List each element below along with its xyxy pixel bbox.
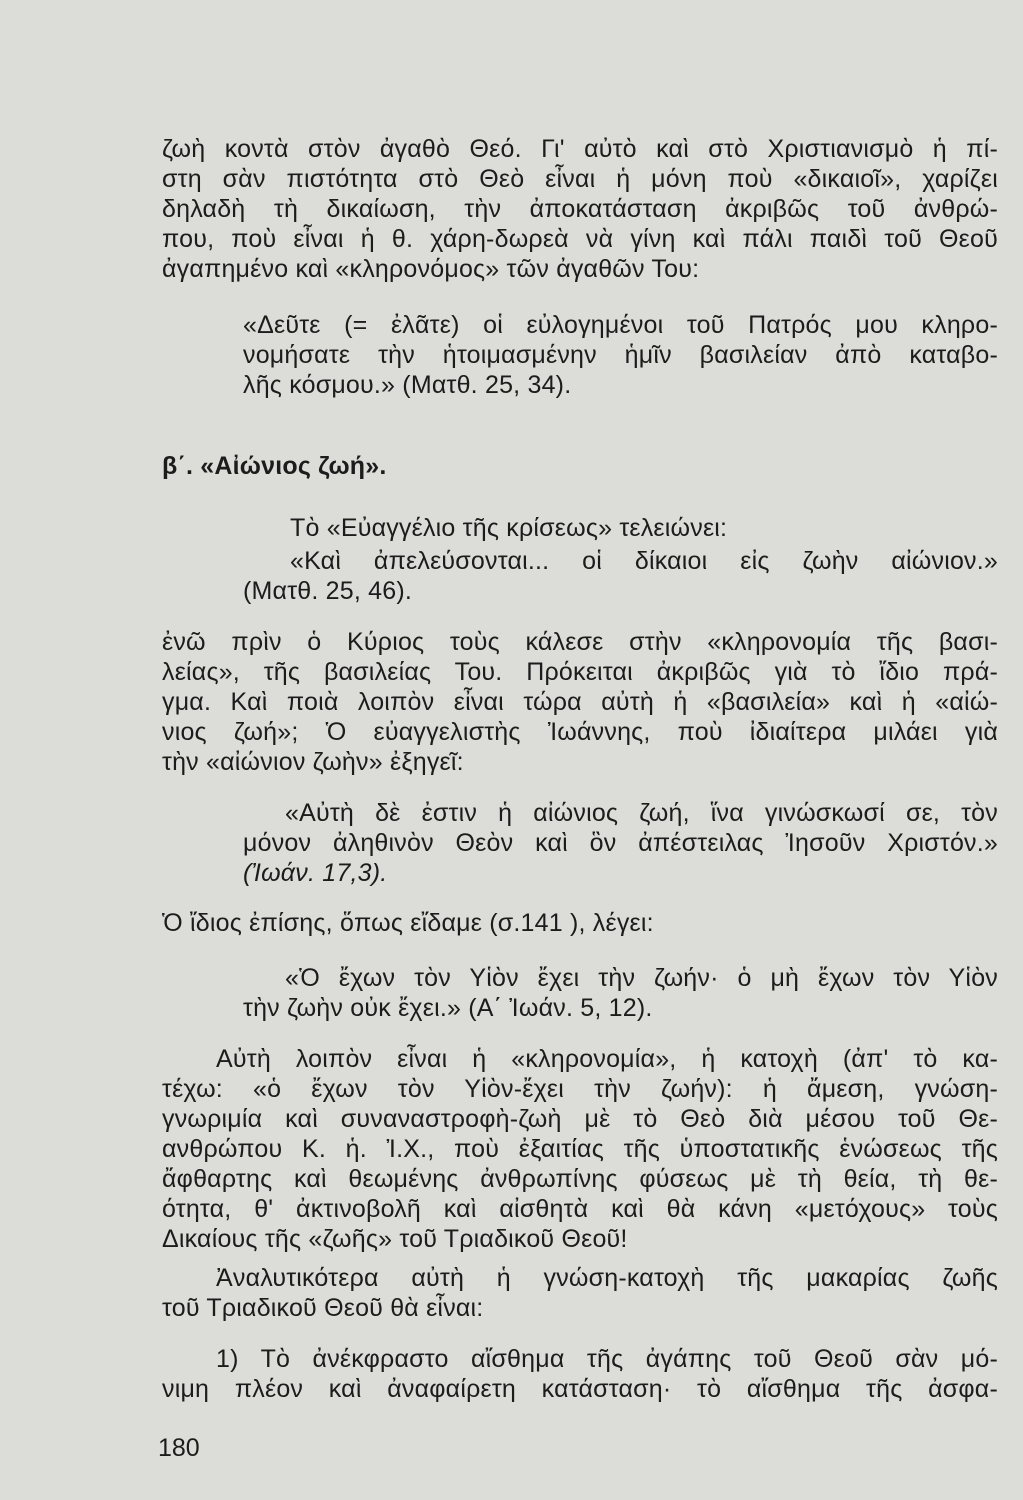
text-line: ότητα, θ' ἀκτινοβολῆ καὶ αἰσθητὰ καὶ θὰ κάνη «μετόχους» τοὺς	[162, 1195, 998, 1223]
text-line: Δικαίους τῆς «ζωῆς» τοῦ Τριαδικοῦ Θεοῦ!	[162, 1225, 628, 1253]
quote-line: «Δεῦτε (= ἐλᾶτε) οἱ εὐλογημένοι τοῦ Πατρός μου κληρο-	[243, 311, 998, 339]
quote-line: (Ματθ. 25, 46).	[243, 577, 413, 605]
text-line: τέχω: «ὁ ἔχων τὸν Υἱὸν-ἔχει τὴν ζωήν): ἡ ἄμεση, γνώση-	[162, 1075, 998, 1103]
text-line: νιμη πλέον καὶ ἀναφαίρετη κατάσταση· τὸ αἴσθημα τῆς ἀσφα-	[162, 1375, 998, 1403]
quote-line: (Ἰωάν. 17,3).	[243, 859, 388, 887]
quote-line: μόνον ἀληθινὸν Θεὸν καὶ ὃν ἀπέστειλας Ἰησοῦν Χριστόν.»	[243, 829, 998, 857]
text-line: Ἀναλυτικότερα αὐτὴ ἡ γνώση-κατοχὴ τῆς μακαρίας ζωῆς	[216, 1264, 998, 1292]
quote-line: «Αὐτὴ δὲ ἐστιν ἡ αἰώνιος ζωή, ἵνα γινώσκωσί σε, τὸν	[285, 799, 998, 827]
text-line: Αὐτὴ λοιπὸν εἶναι ἡ «κληρονομία», ἡ κατοχὴ (ἀπ' τὸ κα-	[216, 1045, 998, 1073]
text-line: τοῦ Τριαδικοῦ Θεοῦ θὰ εἶναι:	[162, 1294, 484, 1322]
text-line: ἄφθαρτης καὶ θεωμένης ἀνθρωπίνης φύσεως μὲ τὴ θεία, τὴ θε-	[162, 1165, 998, 1193]
text-line: ἀγαπημένο καὶ «κληρονόμος» τῶν ἀγαθῶν Του:	[162, 255, 700, 283]
text-line: στη σὰν πιστότητα στὸ Θεὸ εἶναι ἡ μόνη ποὺ «δικαιοῖ», χαρίζει	[162, 165, 998, 193]
text-line: ζωὴ κοντὰ στὸν ἀγαθὸ Θεό. Γι' αὐτὸ καὶ στὸ Χριστιανισμὸ ἡ πί-	[162, 135, 998, 163]
text-line: λείας», τῆς βασιλείας Του. Πρόκειται ἀκριβῶς γιὰ τὸ ἴδιο πρά-	[162, 658, 998, 686]
text-line: ανθρώπου Κ. ἡ. Ἰ.Χ., ποὺ ἐξαιτίας τῆς ὑποστατικῆς ἑνώσεως τῆς	[162, 1135, 998, 1163]
text-line: Τὸ «Εὐαγγέλιο τῆς κρίσεως» τελειώνει:	[290, 514, 728, 542]
text-line: νιος ζωή»; Ὁ εὐαγγελιστὴς Ἰωάννης, ποὺ ἰδιαίτερα μιλάει γιὰ	[162, 718, 998, 746]
text-line: γμα. Καὶ ποιὰ λοιπὸν εἶναι τώρα αὐτὴ ἡ «βασιλεία» καὶ ἡ «αἰώ-	[162, 688, 998, 716]
quote-line: «Ὁ ἔχων τὸν Υἱὸν ἔχει τὴν ζωήν· ὁ μὴ ἔχων τὸν Υἱὸν	[285, 964, 998, 992]
text-line: ἐνῶ πρὶν ὁ Κύριος τοὺς κάλεσε στὴν «κληρονομία τῆς βασι-	[162, 628, 998, 656]
page-number: 180	[158, 1434, 200, 1462]
text-line: δηλαδὴ τὴ δικαίωση, τὴν ἀποκατάσταση ἀκριβῶς τοῦ ἀνθρώ-	[162, 195, 998, 223]
text-line: Ὁ ἴδιος ἐπίσης, ὅπως εἴδαμε (σ.141 ), λέγει:	[162, 909, 654, 937]
text-line: 1) Τὸ ἀνέκφραστο αἴσθημα τῆς ἀγάπης τοῦ Θεοῦ σὰν μό-	[216, 1345, 998, 1373]
quote-line: «Καὶ ἀπελεύσονται... οἱ δίκαιοι εἰς ζωὴν αἰώνιον.»	[290, 547, 998, 575]
section-heading: β΄. «Αἰώνιος ζωή».	[162, 452, 387, 480]
quote-line: νομήσατε τὴν ἡτοιμασμένην ἡμῖν βασιλείαν ἀπὸ καταβο-	[243, 341, 998, 369]
quote-line: τὴν ζωὴν οὐκ ἔχει.» (Α΄ Ἰωάν. 5, 12).	[243, 994, 653, 1022]
quote-line: λῆς κόσμου.» (Ματθ. 25, 34).	[243, 371, 572, 399]
text-line: γνωριμία καὶ συναναστροφὴ-ζωὴ μὲ τὸ Θεὸ διὰ μέσου τοῦ Θε-	[162, 1105, 998, 1133]
text-line: που, ποὺ εἶναι ἡ θ. χάρη-δωρεὰ νὰ γίνη καὶ πάλι παιδὶ τοῦ Θεοῦ	[162, 225, 998, 253]
text-line: τὴν «αἰώνιον ζωὴν» ἐξηγεῖ:	[162, 748, 464, 776]
